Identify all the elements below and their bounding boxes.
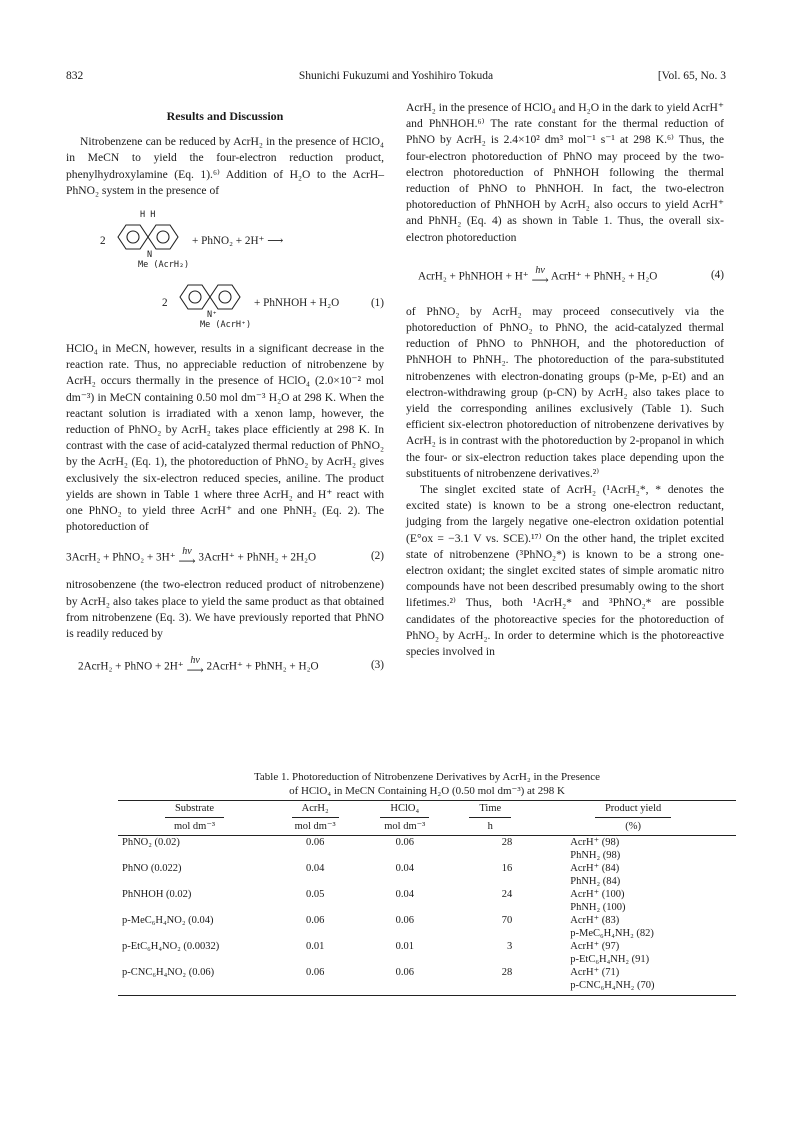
table-cell: PhNH₂ (84) [570, 876, 621, 887]
table-row [118, 914, 736, 927]
table-header-row [118, 801, 736, 820]
section-title: Results and Discussion [166, 109, 284, 123]
table-row [118, 875, 736, 888]
paragraph: HClO₄ in MeCN, however, results in a significant decrease in the reaction rate. Thus, no appreciable reduction of nitrobenzene by AcrH₂ occurs thermally in the presence of HClO₄ (2.0×10⁻² mol dm⁻³) in MeCN containing 0.50 mol dm⁻³ H₂O at 298 K. When the reactant solution is irradiated with a xenon lamp, however, the reduction of PhNO₂ by AcrH₂ takes place efficiently at 298 K. In contrast with the case of acid-catalyzed thermal reduction of PhNO₂ by the AcrH₂ (Eq. 1), the photoreduction of PhNO₂ by AcrH₂ gives exclusively the six-electron reduced species, aniline. The product yields are shown in Table 1 where three AcrH₂ and H⁺ react with one PhNO₂ to yield three AcrH⁺ and one PhNH₂ (Eq. 2). The photoreduction of [66, 342, 384, 534]
table-cell: AcrH⁺ (71) [570, 967, 620, 978]
table-cell: 28 [501, 967, 513, 978]
eq2-right: 3AcrH⁺ + PhNH₂ + 2H₂O [198, 552, 317, 565]
paragraph: AcrH₂ in the presence of HClO₄ and H₂O in the dark to yield AcrH⁺ and PhNHOH.⁶⁾ The rate constant for the thermal reduction of PhNO by AcrH₂ is 2.4×10² dm³ mol⁻¹ s⁻¹ at 298 K.⁶⁾ Thus, the four-electron photoreduction of PhNO may proceed by the two-electron photoreduction of PhNHOH following the thermal reduction of PhNO to PhNHOH. In fact, the two-electron photoreduction of PhNHOH by AcrH₂ also occurs to yield AcrH⁺ and PhNH₂ (Eq. 4) as shown in Table 1. Thus, the overall six-electron photoreduction [406, 101, 724, 244]
table-cell: 0.05 [305, 889, 325, 900]
table-row [118, 979, 736, 996]
eq1-n-label: N [147, 250, 153, 261]
eq3-number: (3) [370, 659, 384, 672]
table-cell: 0.06 [305, 837, 325, 848]
running-header [66, 70, 726, 86]
journal-volume: [Vol. 65, No. 3 [657, 70, 726, 82]
eq1-h-label: H H [140, 210, 156, 221]
unit-label: mol dm⁻³ [359, 819, 450, 836]
table-cell [450, 953, 530, 966]
table-row [118, 927, 736, 940]
eq4-hv: hν [535, 264, 545, 276]
paragraph: The singlet excited state of AcrH₂ (¹AcrH₂*, * denotes the excited state) is known to be a strong one-electron reductant, judging from the largely negative one-electron oxidation potential (E°ox = −3.1 V vs. SCE).¹⁷⁾ On the other hand, the triplet excited state of nitrobenzene (³PhNO₂*) is known to be a strong one-electron oxidant; the singlet excited states of simple aromatic nitro compounds have not been described presumably owing to the short lifetimes.²⁾ Thus, both ¹AcrH₂* and ³PhNO₂* are possible candidates of the photoreactive species for the photoreduction of PhNO₂ by AcrH₂. In order to determine which is the photoreactive species involved in [406, 483, 724, 659]
table-row [118, 901, 736, 914]
running-authors: Shunichi Fukuzumi and Yoshihiro Tokuda [298, 70, 494, 82]
equation-3 [66, 652, 384, 678]
table-caption-line-2: of HClO₄ in MeCN Containing H₂O (0.50 mol dm⁻³) at 298 K [289, 785, 565, 797]
equation-1-products [66, 273, 384, 335]
eq4-left: AcrH₂ + PhNHOH + H⁺ [418, 270, 529, 283]
column-header: AcrH₂ [271, 801, 359, 820]
table-cell: p-EtC₆H₄NH₂ (91) [570, 954, 650, 965]
table-cell [359, 901, 450, 914]
table-row [118, 940, 736, 953]
table-cell: 16 [501, 863, 513, 874]
table-cell: 70 [501, 915, 513, 926]
data-table [118, 800, 736, 996]
table-cell: AcrH⁺ (84) [570, 863, 620, 874]
column-header: Substrate [118, 801, 271, 820]
table-row [118, 836, 736, 850]
table-cell [271, 953, 359, 966]
table-cell: 0.01 [305, 941, 325, 952]
eq3-right: 2AcrH⁺ + PhNH₂ + H₂O [206, 660, 319, 673]
table-row [118, 953, 736, 966]
table-cell: 0.06 [305, 915, 325, 926]
table-cell [271, 875, 359, 888]
table-cell: 3 [507, 941, 513, 952]
equation-2 [66, 543, 384, 569]
paragraph: of PhNO₂ by AcrH₂ may proceed consecutively via the photoreduction of PhNO₂ to PhNO, the acid-catalyzed thermal reduction of PhNO to PhNHOH, and the photoreduction of PhNHOH to PhNH₂. The photoreduction of the para-substituted nitrobenzenes with electron-donating groups (p-Me, p-Et) and an electron-withdrawing group (p-CN) by AcrH₂ also takes place to yield the corresponding anilines exclusively (Table 1). Such efficient six-electron photoreduction of nitrobenzene derivatives by AcrH₂ is in contrast with the photoreduction by 2-propanol in which the four- or six-electron reduction takes place depending upon the substituents of nitrobenzene derivatives.²⁾ [406, 304, 724, 480]
table-cell [118, 849, 271, 862]
table-cell: 0.04 [305, 863, 325, 874]
paragraph: Nitrobenzene can be reduced by AcrH₂ in the presence of HClO₄ in MeCN to yield the four-electron reduction product, phenylhydroxylamine (Eq. 1).⁶⁾ Addition of H₂O to the AcrH–PhNO₂ system in the presence of [66, 135, 384, 197]
paragraph: nitrosobenzene (the two-electron reduced product of nitrobenzene) by AcrH₂ also takes place to yield the same product as that obtained from nitrobenzene (Eq. 3). We have previously reported that PhNO is readily reduced by [66, 578, 384, 641]
table-cell: AcrH⁺ (83) [570, 915, 620, 926]
table-cell: 0.04 [395, 863, 414, 874]
table-cell: p-CNC₆H₄NO₂ (0.06) [122, 967, 215, 978]
table-cell: p-EtC₆H₄NO₂ (0.0032) [122, 941, 220, 952]
table-cell: p-MeC₆H₄NH₂ (82) [570, 928, 654, 939]
reaction-arrow-icon: ⟶ [531, 272, 549, 287]
eq2-number: (2) [370, 550, 384, 563]
table-cell: 0.06 [305, 967, 325, 978]
table-cell [271, 849, 359, 862]
table-cell [271, 901, 359, 914]
table-cell: 0.04 [395, 889, 414, 900]
table-caption [118, 770, 736, 798]
table-cell [118, 953, 271, 966]
table-row [118, 862, 736, 875]
eq1-number: (1) [370, 297, 384, 310]
table-cell [359, 849, 450, 862]
table-cell [359, 875, 450, 888]
table-row [118, 849, 736, 862]
equation-1-reactants [66, 207, 384, 269]
table-cell [450, 927, 530, 940]
table-cell: AcrH⁺ (100) [570, 889, 625, 900]
eq3-hv: hν [190, 655, 200, 667]
table-1 [118, 770, 736, 996]
table-cell [118, 979, 271, 996]
table-cell: 24 [501, 889, 513, 900]
table-cell: PhNHOH (0.02) [122, 889, 192, 900]
left-column [66, 100, 384, 678]
table-cell: 0.01 [395, 941, 414, 952]
table-cell: 0.06 [395, 837, 414, 848]
eq2-left: 3AcrH₂ + PhNO₂ + 3H⁺ [66, 552, 176, 565]
equation-4 [406, 262, 724, 288]
reaction-arrow-icon: ⟶ [186, 663, 204, 678]
table-cell: p-MeC₆H₄NO₂ (0.04) [122, 915, 214, 926]
table-cell [450, 979, 530, 996]
table-cell: AcrH⁺ (98) [570, 837, 620, 848]
eq1-acrh-label: Me (AcrH⁺) [200, 320, 252, 331]
eq1-coefficient: 2 [100, 235, 106, 248]
table-cell [450, 875, 530, 888]
table-cell [118, 927, 271, 940]
reaction-arrow-icon: ⟶ [178, 554, 196, 569]
eq1-acrh2-label: Me (AcrH₂) [138, 260, 190, 271]
table-cell [118, 901, 271, 914]
table-cell: 28 [501, 837, 513, 848]
table-cell: p-CNC₆H₄NH₂ (70) [530, 979, 736, 996]
table-cell [450, 849, 530, 862]
table-row [118, 888, 736, 901]
eq1-products: + PhNHOH + H₂O [254, 297, 340, 310]
column-header: Product yield [530, 801, 736, 820]
table-cell [359, 927, 450, 940]
table-cell [359, 979, 450, 996]
table-cell [450, 901, 530, 914]
table-cell: PhNH₂ (98) [570, 850, 621, 861]
table-cell [271, 979, 359, 996]
right-column [406, 100, 724, 660]
unit-label: h [450, 819, 530, 836]
eq3-left: 2AcrH₂ + PhNO + 2H⁺ [78, 660, 184, 673]
table-cell: PhNO₂ (0.02) [122, 837, 180, 848]
table-cell [359, 953, 450, 966]
table-row [118, 966, 736, 979]
table-cell: AcrH⁺ (97) [570, 941, 620, 952]
eq1-coefficient-2: 2 [162, 297, 168, 310]
column-header: Time [450, 801, 530, 820]
table-cell: 0.06 [395, 915, 414, 926]
eq4-number: (4) [710, 268, 724, 281]
table-cell [118, 875, 271, 888]
table-caption-line-1: Table 1. Photoreduction of Nitrobenzene Derivatives by AcrH₂ in the Presence [253, 771, 601, 783]
page-number: 832 [66, 70, 84, 82]
table-units-row [118, 819, 736, 836]
unit-label: mol dm⁻³ [271, 819, 359, 836]
column-header: HClO₄ [359, 801, 450, 820]
eq4-right: AcrH⁺ + PhNH₂ + H₂O [550, 270, 658, 283]
unit-label: mol dm⁻³ [118, 819, 271, 836]
eq1-reagents: + PhNO₂ + 2H⁺ ⟶ [192, 235, 284, 248]
eq2-hv: hν [182, 546, 192, 558]
table-cell [271, 927, 359, 940]
table-cell: PhNO (0.022) [122, 863, 182, 874]
table-cell: 0.06 [395, 967, 414, 978]
eq1-n-label-2: N⁺ [207, 310, 218, 321]
table-cell: PhNH₂ (100) [570, 902, 626, 913]
unit-label: (%) [530, 819, 736, 836]
